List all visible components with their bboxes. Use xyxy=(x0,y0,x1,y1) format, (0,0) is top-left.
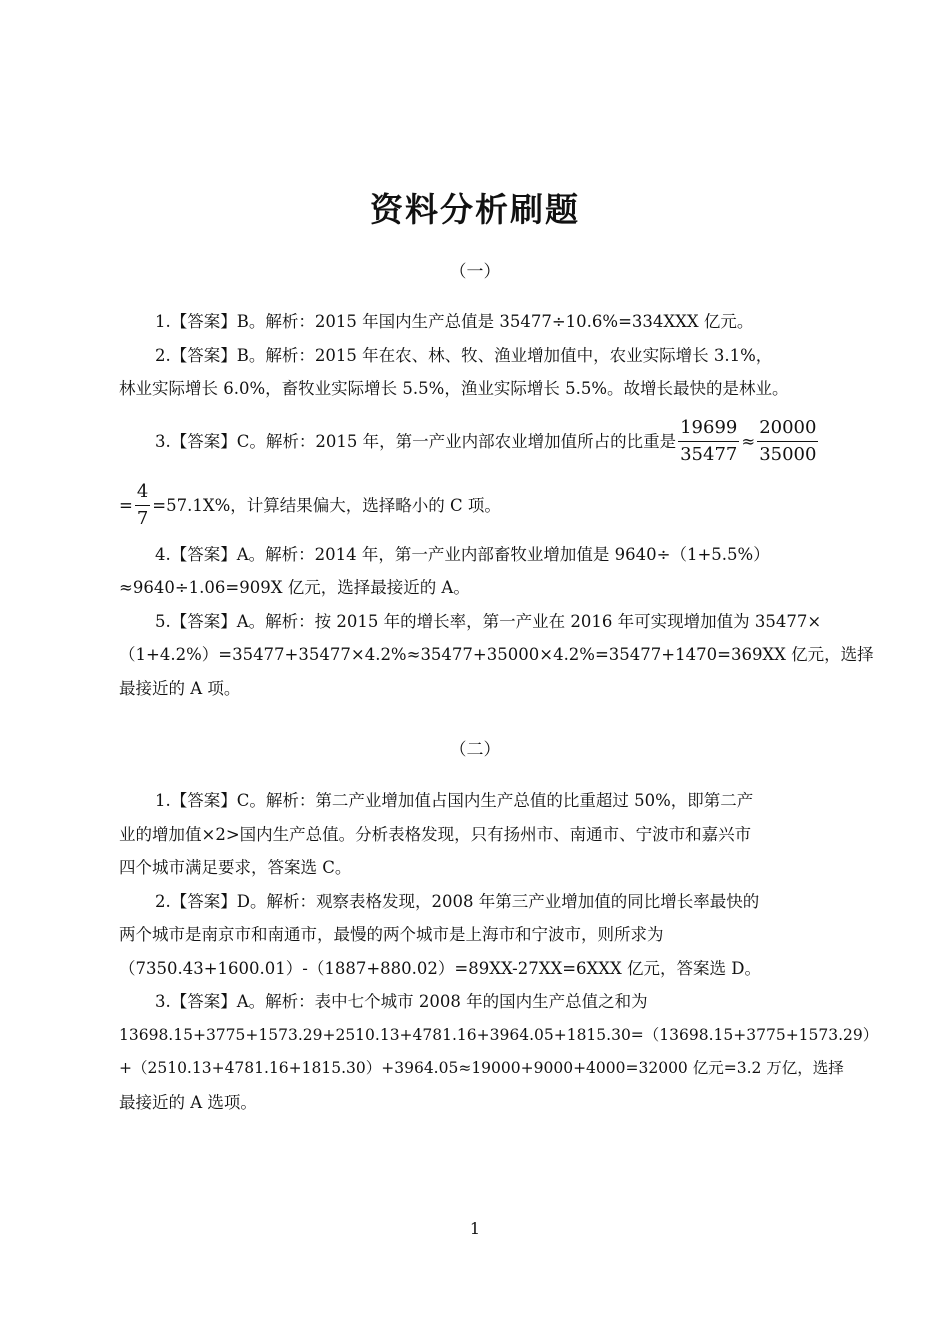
answer-1-3-tail: =57.1X%，计算结果偏大，选择略小的 C 项。 xyxy=(152,495,501,515)
fraction-denominator: 35477 xyxy=(680,444,738,465)
answer-1-2-line-1: 2.【答案】B。解析：2015 年在农、林、牧、渔业增加值中，农业实际增长 3.1%， xyxy=(155,345,773,365)
answer-1-5-line-2: （1+4.2%）=35477+35477×4.2%≈35477+35000×4.2%=35477+1470=369XX 亿元，选择 xyxy=(119,645,874,664)
answer-2-2-line-3: （7350.43+1600.01）-（1887+880.02）=89XX-27XX=6XXX 亿元，答案选 D。 xyxy=(119,958,761,978)
section-1-body xyxy=(119,305,874,705)
equals-sign: = xyxy=(119,495,133,515)
answer-1-3-line-1 xyxy=(119,410,831,474)
fraction-numerator: 4 xyxy=(135,479,150,506)
answer-1-5-line-1: 5.【答案】A。解析：按 2015 年的增长率，第一产业在 2016 年可实现增加值为 35477× xyxy=(155,611,822,631)
answer-1-3-line-2 xyxy=(119,474,831,538)
answer-1-1-line-1: 1.【答案】B。解析：2015 年国内生产总值是 35477÷10.6%=334XXX 亿元。 xyxy=(155,312,754,331)
fraction-4-over-7 xyxy=(135,479,150,532)
answer-2-3-line-1: 3.【答案】A。解析：表中七个城市 2008 年的国内生产总值之和为 xyxy=(155,992,648,1011)
answer-2-2-line-1: 2.【答案】D。解析：观察表格发现，2008 年第三产业增加值的同比增长率最快的 xyxy=(155,891,760,911)
answer-1-2-line-2: 林业实际增长 6.0%，畜牧业实际增长 5.5%，渔业实际增长 5.5%。故增长最快的是林业。 xyxy=(119,379,789,398)
answer-1-3-lead: 3.【答案】C。解析：2015 年，第一产业内部农业增加值所占的比重是 xyxy=(155,431,677,451)
answer-2-1-line-1: 1.【答案】C。解析：第二产业增加值占国内生产总值的比重超过 50%，即第二产 xyxy=(155,791,754,810)
answer-2-3-line-2: 13698.15+3775+1573.29+2510.13+4781.16+3964.05+1815.30=（13698.15+3775+1573.29） xyxy=(119,1025,879,1044)
answer-2-3-line-4: 最接近的 A 选项。 xyxy=(119,1092,257,1112)
approx-sign: ≈ xyxy=(741,431,756,451)
section-heading-1: （一） xyxy=(449,262,501,282)
page-title: 资料分析刷题 xyxy=(370,190,580,229)
fraction-20000-over-35000 xyxy=(757,415,818,468)
answer-1-4-line-1: 4.【答案】A。解析：2014 年，第一产业内部畜牧业增加值是 9640÷（1+5.5%） xyxy=(155,544,770,564)
answer-2-1-line-2: 业的增加值×2>国内生产总值。分析表格发现，只有扬州市、南通市、宁波市和嘉兴市 xyxy=(119,824,752,844)
fraction-numerator: 19699 xyxy=(678,415,739,442)
answer-2-3-line-3: +（2510.13+4781.16+1815.30）+3964.05≈19000+9000+4000=32000 亿元=3.2 万亿，选择 xyxy=(119,1059,844,1077)
answer-2-2-line-2: 两个城市是南京市和南通市，最慢的两个城市是上海市和宁波市，则所求为 xyxy=(119,925,664,944)
section-2-body xyxy=(119,784,879,1119)
page-number: 1 xyxy=(469,1219,481,1238)
fraction-denominator: 35000 xyxy=(759,444,817,465)
answer-1-5-line-3: 最接近的 A 项。 xyxy=(119,678,241,698)
fraction-19699-over-35477 xyxy=(678,415,739,468)
section-heading-2: （二） xyxy=(449,740,501,760)
answer-2-1-line-3: 四个城市满足要求，答案选 C。 xyxy=(119,858,352,877)
answer-1-4-line-2: ≈9640÷1.06=909X 亿元，选择最接近的 A。 xyxy=(119,578,470,597)
fraction-numerator: 20000 xyxy=(757,415,818,442)
fraction-denominator: 7 xyxy=(136,508,149,529)
